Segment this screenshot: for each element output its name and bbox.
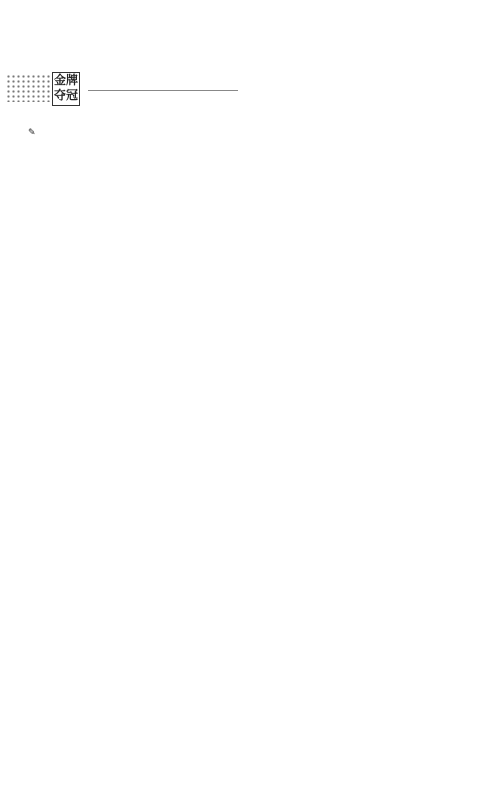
answer-content	[28, 125, 478, 140]
brand-logo	[52, 72, 80, 106]
brand-logo-bottom: 夺冠	[53, 88, 78, 102]
page-number	[235, 703, 261, 723]
page-header	[6, 70, 246, 110]
corner-watermark-logo	[418, 760, 498, 798]
dot-pattern-decoration	[6, 74, 50, 102]
brand-logo-top: 金牌	[53, 73, 78, 87]
pen-icon: ✎	[28, 128, 36, 138]
header-rule	[88, 90, 238, 91]
part3-sublabel	[28, 128, 36, 138]
part3-block	[28, 125, 478, 140]
